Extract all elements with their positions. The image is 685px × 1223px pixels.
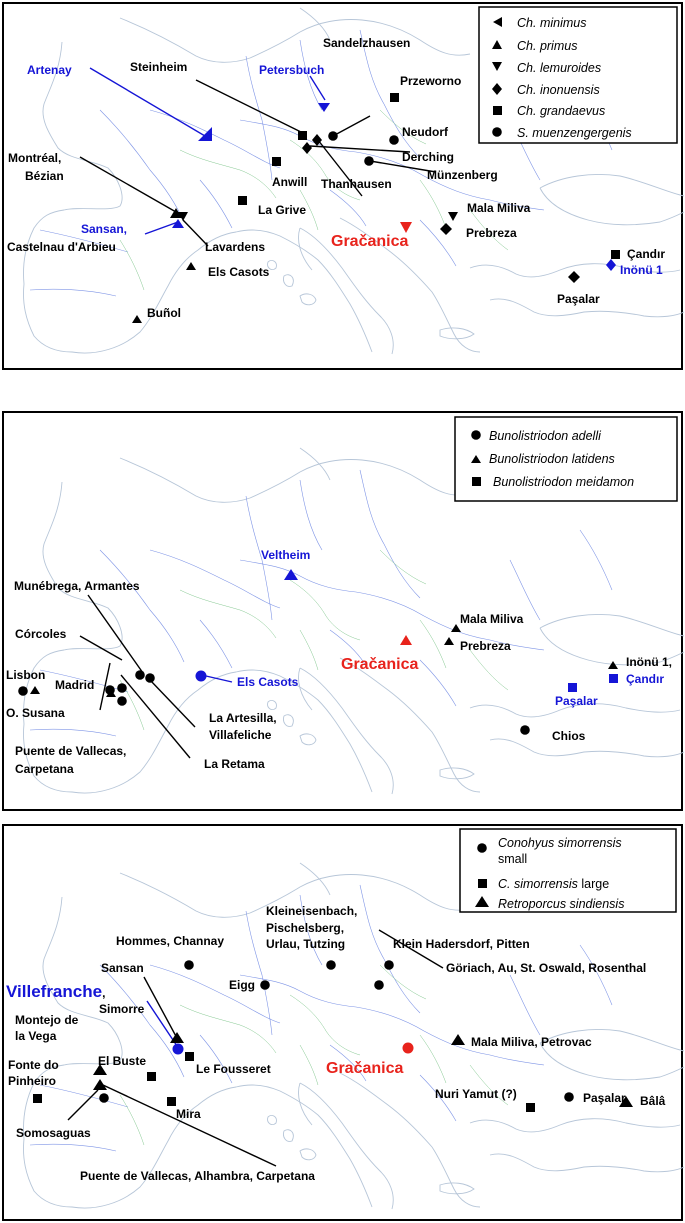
- label-la-grive: La Grive: [258, 203, 307, 217]
- label-candir: Çandır: [626, 672, 665, 686]
- kleineisenbach-marker: [326, 960, 336, 970]
- label-madrid: Madrid: [55, 678, 95, 692]
- label-gracanica: Gračanica: [326, 1060, 404, 1077]
- label-urlau: Urlau, Tutzing: [266, 937, 346, 951]
- legend-symbol-circle: [492, 127, 502, 137]
- label-els-casots: Els Casots: [237, 675, 299, 689]
- label-derching: Derching: [402, 150, 455, 164]
- label-klein-hadersdorf: Klein Hadersdorf, Pitten: [393, 937, 530, 951]
- anwill-marker: [272, 157, 281, 166]
- label-somosaguas: Somosaguas: [16, 1126, 91, 1140]
- nuri-yamut-marker: [526, 1103, 535, 1112]
- label-puente: Puente de Vallecas,: [15, 744, 127, 758]
- mira-marker: [167, 1097, 176, 1106]
- legend-entry: small: [498, 852, 528, 866]
- sandelzhausen-marker: [328, 131, 338, 141]
- label-munzenberg: Münzenberg: [427, 168, 498, 182]
- label-sansan: Sansan: [101, 961, 144, 975]
- pasalar-marker: [568, 683, 577, 692]
- label-castelnau: Castelnau d'Arbieu: [7, 240, 116, 254]
- le-fousseret-marker: [185, 1052, 194, 1061]
- label-candir: Çandır: [627, 247, 666, 261]
- label-prebreza: Prebreza: [466, 226, 517, 240]
- label-carpetana: Carpetana: [15, 762, 74, 776]
- steinheim-marker: [298, 131, 307, 140]
- label-nuri-yamut: Nuri Yamut (?): [435, 1087, 517, 1101]
- legend-entry: Ch. lemuroides: [517, 61, 602, 75]
- label-anwill: Anwill: [272, 175, 308, 189]
- panel-3-legend: [460, 829, 676, 912]
- label-corcoles: Córcoles: [15, 627, 67, 641]
- label-la-vega: la Vega: [15, 1029, 57, 1043]
- la-grive-marker: [238, 196, 247, 205]
- legend-entry: Bunolistriodon latidens: [489, 452, 615, 466]
- label-pischelsberg: Pischelsberg,: [266, 921, 345, 935]
- label-eigg: Eigg: [229, 978, 255, 992]
- eigg-marker: [260, 980, 270, 990]
- label-pasalar: Paşalar: [583, 1091, 626, 1105]
- label-mira: Mira: [176, 1107, 201, 1121]
- label-petersbuch: Petersbuch: [259, 63, 325, 77]
- neudorf-marker: [389, 135, 399, 145]
- przeworno-marker: [390, 93, 399, 102]
- label-sandelzhausen: Sandelzhausen: [323, 36, 411, 50]
- legend-entry: Bunolistriodon meidamon: [493, 475, 635, 489]
- label-munebrega: Munébrega, Armantes: [14, 579, 140, 593]
- panel-1: [3, 3, 684, 369]
- puente-marker: [99, 1093, 109, 1103]
- legend-entry: Ch. minimus: [517, 16, 587, 30]
- lisbon-marker: [18, 686, 28, 696]
- label-lisbon: Lisbon: [6, 668, 46, 682]
- label-els-casots: Els Casots: [208, 265, 270, 279]
- label-mala-miliva: Mala Miliva: [460, 612, 524, 626]
- goriach-marker: [374, 980, 384, 990]
- label-o-susana: O. Susana: [6, 706, 65, 720]
- label-bezian: Bézian: [25, 169, 64, 183]
- armantes-marker: [145, 673, 155, 683]
- label-el-buste: El Buste: [98, 1054, 147, 1068]
- label-pinheiro: Pinheiro: [8, 1074, 57, 1088]
- label-sansan: Sansan,: [81, 222, 128, 236]
- legend-symbol-circle: [477, 843, 487, 853]
- label-montejo: Montejo de: [15, 1013, 79, 1027]
- label-veltheim: Veltheim: [261, 548, 311, 562]
- hommes-marker: [184, 960, 194, 970]
- els-casots-marker: [196, 671, 207, 682]
- panel-1-legend: [479, 7, 677, 143]
- label-steinheim: Steinheim: [130, 60, 188, 74]
- label-villafeliche: Villafeliche: [209, 728, 272, 742]
- gracanica-marker: [403, 1043, 414, 1054]
- label-artenay: Artenay: [27, 63, 72, 77]
- label-pasalar: Paşalar: [555, 694, 598, 708]
- label-puente: Puente de Vallecas, Alhambra, Carpetana: [80, 1169, 315, 1183]
- label-prebreza: Prebreza: [460, 639, 511, 653]
- label-przeworno: Przeworno: [400, 74, 462, 88]
- legend-symbol-square: [493, 106, 502, 115]
- label-thanhausen: Thanhausen: [321, 177, 392, 191]
- villefranche-marker: [173, 1044, 184, 1055]
- label-kleineisenbach: Kleineisenbach,: [266, 904, 358, 918]
- label-fonte: Fonte do: [8, 1058, 59, 1072]
- label-gracanica: Gračanica: [341, 656, 419, 673]
- label-simorre: Simorre: [99, 1002, 145, 1016]
- label-bunol: Buñol: [147, 306, 181, 320]
- label-lavardens: Lavardens: [205, 240, 266, 254]
- munzenberg-marker: [364, 156, 374, 166]
- corcoles-marker: [117, 683, 127, 693]
- label-la-retama: La Retama: [204, 757, 265, 771]
- label-bala: Bâlâ: [640, 1094, 666, 1108]
- label-neudorf: Neudorf: [402, 125, 448, 139]
- label-goriach: Göriach, Au, St. Oswald, Rosenthal: [446, 961, 647, 975]
- label-chios: Chios: [552, 729, 586, 743]
- panel-3: [3, 825, 684, 1220]
- panel-2: [3, 412, 684, 810]
- label-hommes: Hommes, Channay: [116, 934, 225, 948]
- klein-hadersdorf-marker: [384, 960, 394, 970]
- legend-symbol-square: [472, 477, 481, 486]
- legend-entry: Ch. primus: [517, 39, 578, 53]
- label-gracanica: Gračanica: [331, 233, 409, 250]
- label-inonu: Inönü 1: [620, 263, 663, 277]
- legend-entry: Ch. grandaevus: [517, 104, 606, 118]
- candir-marker: [609, 674, 618, 683]
- legend-entry: Conohyus simorrensis: [498, 836, 622, 850]
- pasalar-marker: [564, 1092, 574, 1102]
- legend-symbol-circle: [471, 430, 481, 440]
- label-inonu: Inönü 1,: [626, 655, 672, 669]
- label-pasalar: Paşalar: [557, 292, 600, 306]
- label-montreal: Montréal,: [8, 151, 62, 165]
- label-la-artesilla: La Artesilla,: [209, 711, 277, 725]
- la-retama-marker: [117, 696, 127, 706]
- legend-symbol-square: [478, 879, 487, 888]
- el-buste-marker: [147, 1072, 156, 1081]
- label-le-fousseret: Le Fousseret: [196, 1062, 271, 1076]
- munebrega-marker: [135, 670, 145, 680]
- label-villefranche: Villefranche,: [6, 982, 106, 1001]
- legend-entry: C. simorrensis large: [498, 877, 610, 891]
- panel-2-legend: [455, 417, 677, 501]
- legend-entry: Bunolistriodon adelli: [489, 429, 601, 443]
- fonte-marker: [33, 1094, 42, 1103]
- label-mala-miliva: Mala Miliva: [467, 201, 531, 215]
- candir-marker: [611, 250, 620, 259]
- chios-marker: [520, 725, 530, 735]
- legend-entry: Retroporcus sindiensis: [498, 897, 625, 911]
- legend-entry: Ch. inonuensis: [517, 83, 600, 97]
- label-mala-miliva: Mala Miliva, Petrovac: [471, 1035, 592, 1049]
- legend-entry: S. muenzengergenis: [517, 126, 632, 140]
